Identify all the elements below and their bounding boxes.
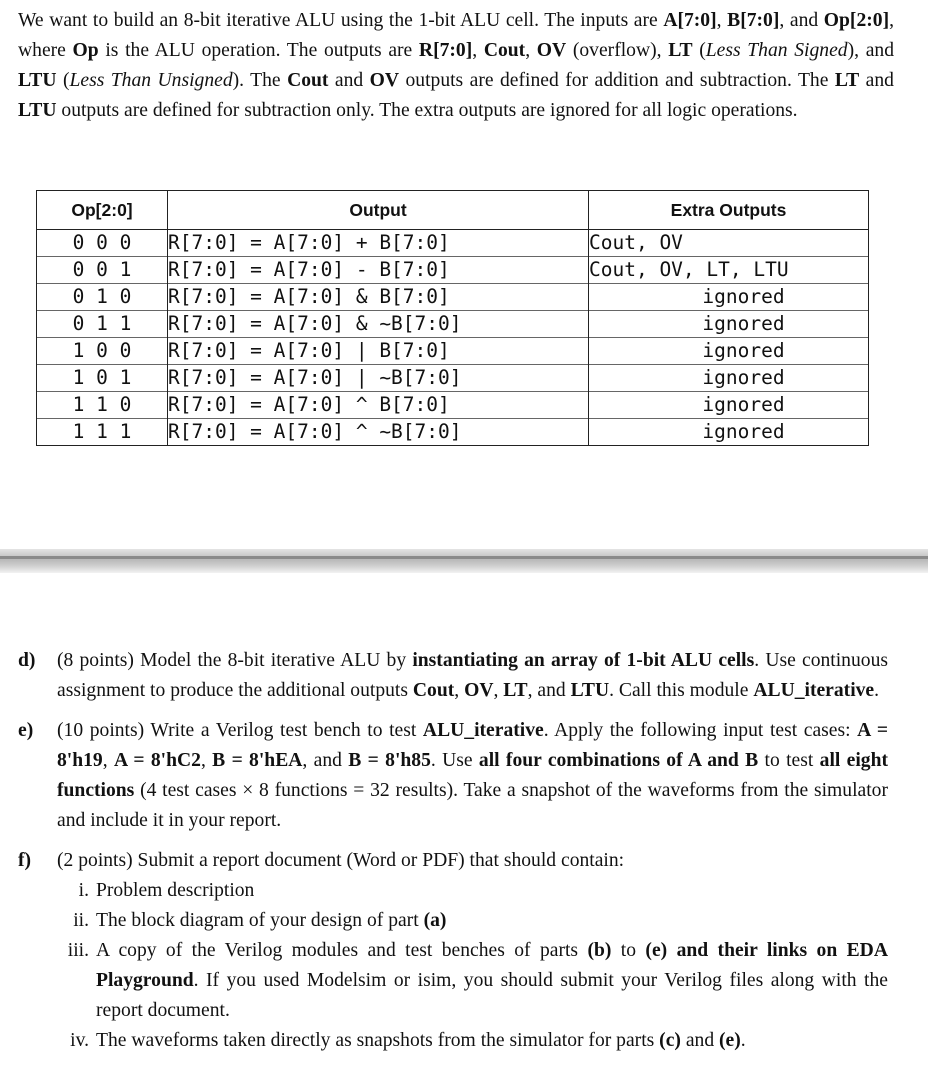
op-cell: 1 0 0 [37, 338, 168, 365]
extra-cell: ignored [589, 365, 869, 392]
table-row [37, 284, 869, 311]
table-row [37, 392, 869, 419]
table-row [37, 419, 869, 446]
extra-cell: ignored [589, 284, 869, 311]
header-extra-outputs: Extra Outputs [589, 191, 869, 230]
table-row [37, 311, 869, 338]
output-cell: R[7:0] = A[7:0] & B[7:0] [168, 284, 589, 311]
op-cell: 1 1 1 [37, 419, 168, 446]
op-cell: 1 1 0 [37, 392, 168, 419]
header-output: Output [168, 191, 589, 230]
table-row [37, 230, 869, 257]
extra-cell: Cout, OV, LT, LTU [589, 257, 869, 284]
part-f-intro: (2 points) Submit a report document (Word or PDF) that should contain: [57, 850, 625, 871]
list-item: iii. A copy of the Verilog modules and test benches of parts (b) to (e) and their links on EDA Playground. If you used Modelsim or isim, you should submit your Verilog files along with the report document. [67, 940, 888, 1021]
output-cell: R[7:0] = A[7:0] | ~B[7:0] [168, 365, 589, 392]
table-row [37, 365, 869, 392]
op-cell: 0 1 0 [37, 284, 168, 311]
output-cell: R[7:0] = A[7:0] + B[7:0] [168, 230, 589, 257]
part-d-label: d) [18, 650, 36, 671]
op-cell: 1 0 1 [37, 365, 168, 392]
table-row [37, 338, 869, 365]
op-cell: 0 0 1 [37, 257, 168, 284]
table-header-row [37, 191, 869, 230]
extra-cell: ignored [589, 311, 869, 338]
part-d: d) (8 points) Model the 8-bit iterative ALU by instantiating an array of 1-bit ALU cells. Use continuous assignment to produce the additional outputs Cout, OV, LT, and LTU. Call this module ALU_iterative. [18, 646, 888, 706]
op-cell: 0 1 1 [37, 311, 168, 338]
output-cell: R[7:0] = A[7:0] ^ ~B[7:0] [168, 419, 589, 446]
alu-operation-table [36, 190, 869, 446]
table-row [37, 257, 869, 284]
extra-cell: ignored [589, 419, 869, 446]
part-f-label: f) [18, 850, 32, 871]
part-f [18, 846, 888, 1056]
list-item: ii. The block diagram of your design of part (a) [73, 910, 447, 931]
output-cell: R[7:0] = A[7:0] & ~B[7:0] [168, 311, 589, 338]
op-cell: 0 0 0 [37, 230, 168, 257]
header-op: Op[2:0] [37, 191, 168, 230]
extra-cell: ignored [589, 338, 869, 365]
part-e: e) (10 points) Write a Verilog test bench to test ALU_iterative. Apply the following input test cases: A = 8'h19, A = 8'hC2, B = 8'hEA, and B = 8'h85. Use all four combinations of A and B to test all eight functions (4 test cases × 8 functions = 32 results). Take a snapshot of the waveforms from the simulator and include it in your report. [18, 716, 888, 836]
extra-cell: Cout, OV [589, 230, 869, 257]
part-e-label: e) [18, 720, 34, 741]
question-parts [18, 646, 888, 1066]
extra-cell: ignored [589, 392, 869, 419]
output-cell: R[7:0] = A[7:0] ^ B[7:0] [168, 392, 589, 419]
list-item: iv. The waveforms taken directly as snapshots from the simulator for parts (c) and (e). [70, 1030, 746, 1051]
list-item: i. Problem description [78, 880, 255, 901]
intro-paragraph: We want to build an 8-bit iterative ALU using the 1-bit ALU cell. The inputs are A[7:0], B[7:0], and Op[2:0], where Op is the ALU operation. The outputs are R[7:0], Cout, OV (overflow), LT (Less Than Signed), and LTU (Less Than Unsigned). The Cout and OV outputs are defined for addition and subtraction. The LT and LTU outputs are defined for subtraction only. The extra outputs are ignored for all logic operations. [18, 10, 894, 121]
output-cell: R[7:0] = A[7:0] - B[7:0] [168, 257, 589, 284]
section-divider [0, 549, 928, 573]
output-cell: R[7:0] = A[7:0] | B[7:0] [168, 338, 589, 365]
